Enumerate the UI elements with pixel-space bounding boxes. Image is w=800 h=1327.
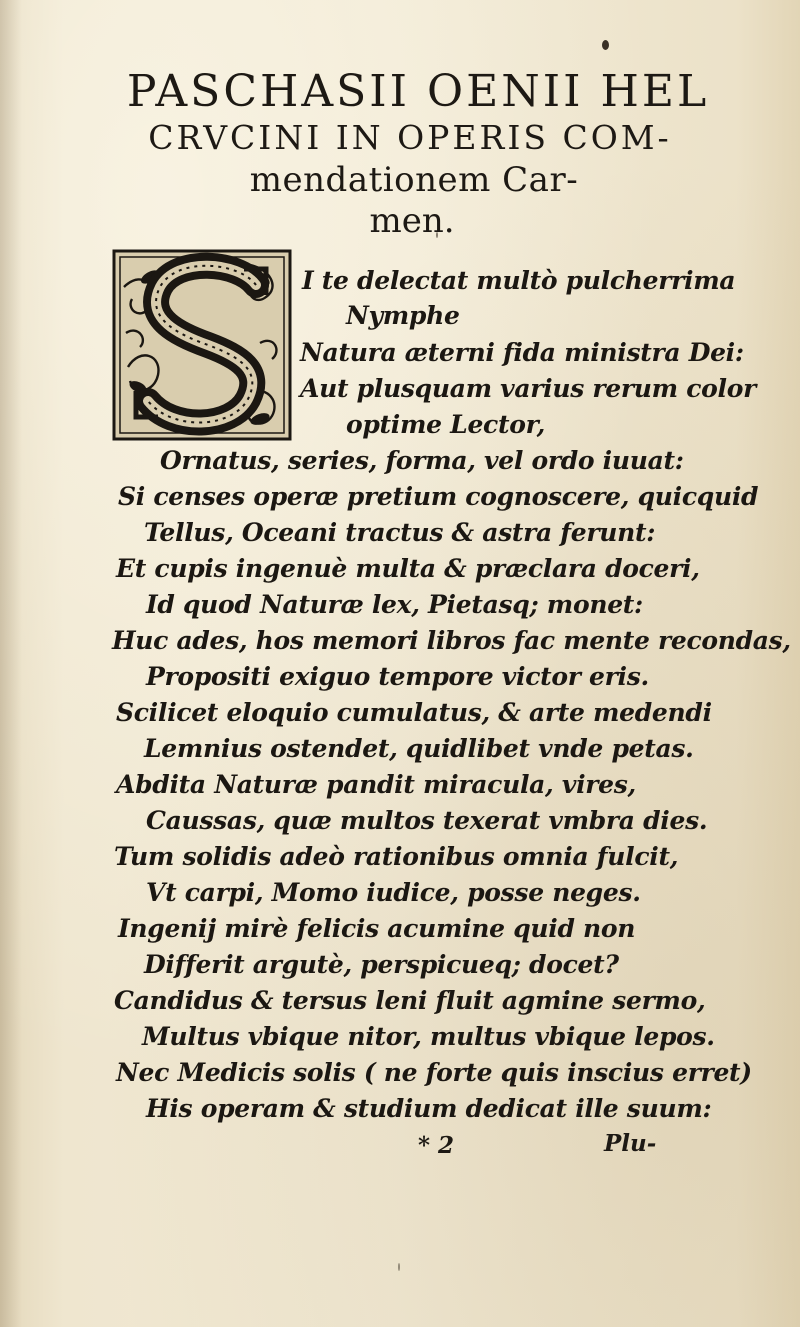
title-line-2: CRVCINI IN OPERIS COM-	[148, 118, 672, 157]
verse-line: Huc ades, hos memori libros fac mente recondas,	[112, 626, 791, 655]
verse-line: Aut plusquam varius rerum color	[300, 374, 756, 403]
verse-line: Ingenij mirè felicis acumine quid non	[118, 914, 636, 943]
catchword: Plu-	[604, 1130, 657, 1157]
verse-line: Nymphe	[346, 301, 460, 330]
signature-mark: * 2	[418, 1132, 455, 1159]
verse-line: Tum solidis adeò rationibus omnia fulcit,	[114, 842, 679, 871]
verse-line: I te delectat multò pulcherrima	[302, 266, 736, 295]
ink-speck	[398, 1263, 400, 1271]
verse-line: Differit argutè, perspicueq; docet?	[144, 950, 619, 979]
verse-line: Scilicet eloquio cumulatus, & arte medendi	[116, 698, 712, 727]
verse-line: Vt carpi, Momo iudice, posse neges.	[146, 878, 641, 907]
verse-line: Propositi exiguo tempore victor eris.	[146, 662, 649, 691]
verse-line: Abdita Naturæ pandit miracula, vires,	[116, 770, 636, 799]
title-line-1: PASCHASII OENII HEL	[126, 66, 710, 117]
ink-speck	[602, 40, 609, 50]
verse-line: Natura æterni fida ministra Dei:	[300, 338, 744, 367]
verse-line: Ornatus, series, forma, vel ordo iuuat:	[160, 446, 684, 475]
verse-line: His operam & studium dedicat ille suum:	[146, 1094, 712, 1123]
verse-line: Candidus & tersus leni fluit agmine sermo,	[114, 986, 706, 1015]
verse-line: Caussas, quæ multos texerat vmbra dies.	[146, 806, 708, 835]
verse-line: Si censes operæ pretium cognoscere, quicquid	[118, 482, 759, 511]
verse-line: Tellus, Oceani tractus & astra ferunt:	[144, 518, 656, 547]
verse-line: Nec Medicis solis ( ne forte quis inscius erret)	[116, 1058, 752, 1087]
verse-line: optime Lector,	[346, 410, 546, 439]
decorated-initial-s	[110, 247, 294, 443]
verse-line: Et cupis ingenuè multa & præclara doceri,	[116, 554, 700, 583]
title-line-3: mendationem Car-	[249, 160, 579, 200]
verse-line: Id quod Naturæ lex, Pietasq; monet:	[146, 590, 643, 619]
verse-line: Multus vbique nitor, multus vbique lepos.	[142, 1022, 715, 1051]
verse-line: Lemnius ostendet, quidlibet vnde petas.	[144, 734, 694, 763]
title-line-4: men.	[369, 201, 455, 241]
